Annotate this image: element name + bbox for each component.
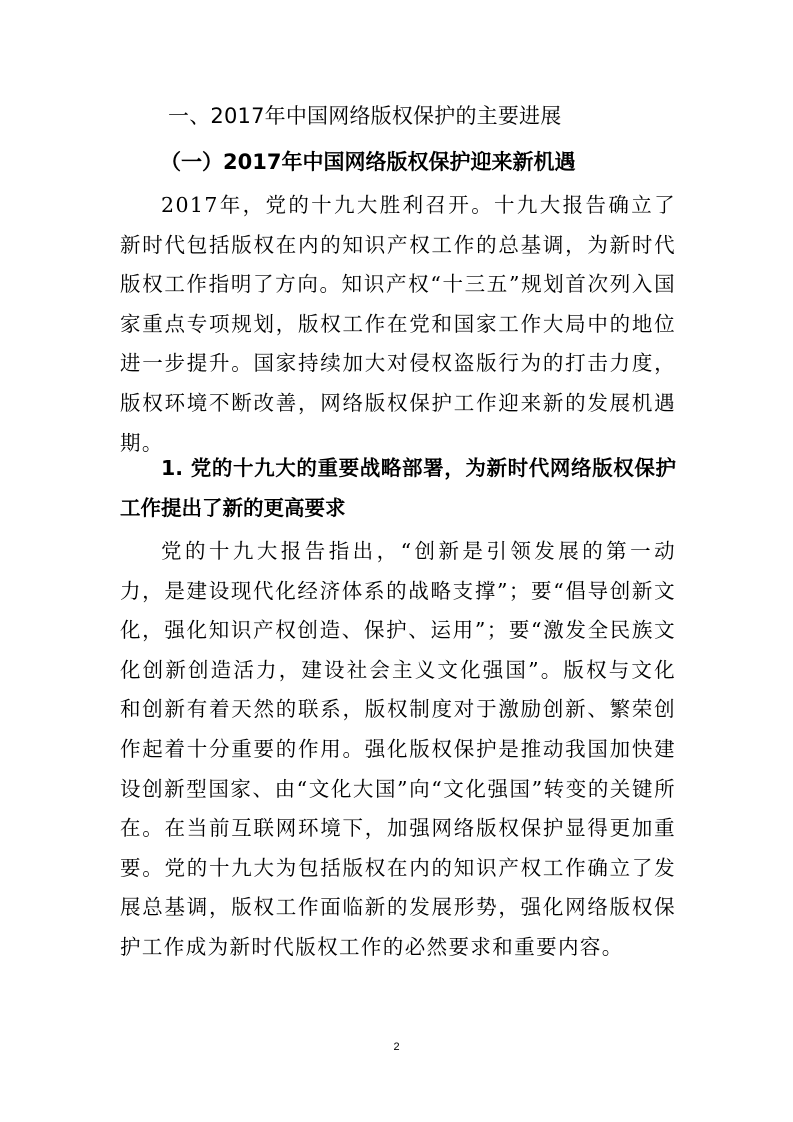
item-heading: 1. 党的十九大的重要战略部署，为新时代网络版权保护工作提出了新的更高要求 <box>120 456 676 520</box>
subsection-heading: （一）2017年中国网络版权保护迎来新机遇 <box>160 150 576 174</box>
body-paragraph-1: 2017年，党的十九大胜利召开。十九大报告确立了新时代包括版权在内的知识产权工作的总基调，为新时代版权工作指明了方向。知识产权“十三五”规划首次列入国家重点专项规划，版权工作在党和国家工作大局中的地位进一步提升。国家持续加大对侵权盗版行为的打击力度，版权环境不断改善，网络版权保护工作迎来新的发展机遇期。 <box>120 193 676 455</box>
section-heading: 一、2017年中国网络版权保护的主要进展 <box>168 104 562 128</box>
body-paragraph-2: 党的十九大报告指出，“创新是引领发展的第一动力，是建设现代化经济体系的战略支撑”；要“倡导创新文化，强化知识产权创造、保护、运用”；要“激发全民族文化创新创造活力，建设社会主义文化强国”。版权与文化和创新有着天然的联系，版权制度对于激励创新、繁荣创作起着十分重要的作用。强化版权保护是推动我国加快建设创新型国家、由“文化大国”向“文化强国”转变的关键所在。在当前互联网环境下，加强网络版权保护显得更加重要。党的十九大为包括版权在内的知识产权工作确立了发展总基调，版权工作面临新的发展形势，强化网络版权保护工作成为新时代版权工作的必然要求和重要内容。 <box>120 539 676 959</box>
page-number: 2 <box>393 1041 400 1053</box>
